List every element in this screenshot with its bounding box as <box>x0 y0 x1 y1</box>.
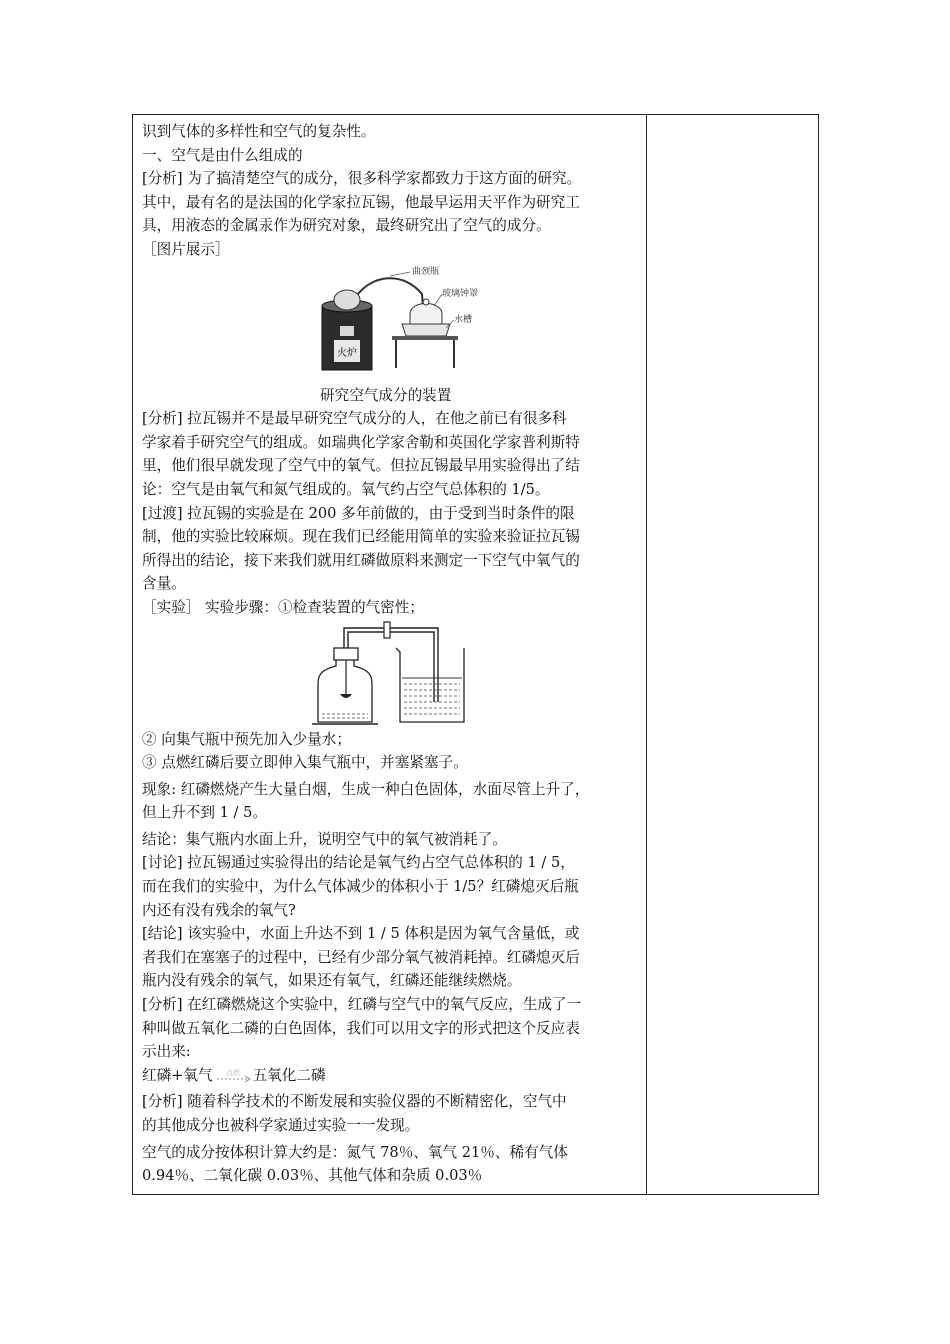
text-line: ［实验］ 实验步骤：①检查装置的气密性； <box>142 598 424 616</box>
text-line: 含量。 <box>142 575 186 593</box>
trough-label: 水槽 <box>454 314 473 325</box>
bell-jar-label: 玻璃钟罩 <box>442 288 479 299</box>
text-line: 0.94％、二氧化碳 0.03％、其他气体和杂质 0.03％ <box>142 1167 483 1185</box>
phosphorus-apparatus-drawing <box>312 622 502 726</box>
text-line: 制，他的实验比较麻烦。现在我们已经能用简单的实验来验证拉瓦锡 <box>142 528 580 546</box>
text-line: 学家着手研究空气的组成。如瑞典化学家舍勒和英国化学家普利斯特 <box>142 433 580 451</box>
text-line: 所得出的结论，接下来我们就用红磷做原料来测定一下空气中氧气的 <box>142 551 580 569</box>
text-line: 的其他成分也被科学家通过实验一一发现。 <box>142 1117 420 1134</box>
reaction-equation <box>142 1064 326 1088</box>
lavoisier-apparatus-figure <box>142 264 642 384</box>
text-line: [分析] 为了搞清楚空气的成分，很多科学家都致力于这方面的研究。 <box>142 170 582 188</box>
equation-reactants: 红磷+氧气 <box>142 1066 213 1084</box>
text-line: 但上升不到 1 / 5。 <box>142 804 267 822</box>
text-line: 识到气体的多样性和空气的复杂性。 <box>142 123 376 140</box>
text-line: ［图片展示］ <box>142 240 230 258</box>
arrow-icon <box>215 1069 251 1083</box>
text-line: [讨论] 拉瓦锡通过实验得出的结论是氧气约占空气总体积的 1 / 5， <box>142 854 575 872</box>
text-line: 具，用液态的金属汞作为研究对象，最终研究出了空气的成分。 <box>142 217 551 235</box>
flask-label: 曲颈瓶 <box>412 266 440 277</box>
text-line: 论：空气是由氧气和氮气组成的。氧气约占空气总体积的 1/5。 <box>142 480 550 498</box>
reaction-condition: 点燃 <box>225 1068 240 1077</box>
text-line: 而在我们的实验中，为什么气体减少的体积小于 1/5？红磷熄灭后瓶 <box>142 878 579 896</box>
text-line: [分析] 拉瓦锡并不是最早研究空气成分的人，在他之前已有很多科 <box>142 410 567 428</box>
text-line: 瓶内没有残余的氧气，如果还有氧气，红磷还能继续燃烧。 <box>142 972 522 990</box>
text-line: [分析] 在红磷燃烧这个实验中，红磷与空气中的氧气反应，生成了一 <box>142 996 582 1014</box>
text-line: 其中，最有名的是法国的化学家拉瓦锡，他最早运用天平作为研究工 <box>142 193 580 211</box>
furnace-label: 火炉 <box>337 347 357 359</box>
text-line: 里，他们很早就发现了空气中的氧气。但拉瓦锡最早用实验得出了结 <box>142 457 580 475</box>
text-line: [分析] 随着科学技术的不断发展和实验仪器的不断精密化，空气中 <box>142 1093 567 1111</box>
text-line: 空气的成分按体积计算大约是：氮气 78％、氧气 21％、稀有气体 <box>142 1143 568 1161</box>
text-line: [过渡] 拉瓦锡的实验是在 200 多年前做的，由于受到当时条件的限 <box>142 504 575 522</box>
text-line: 种叫做五氧化二磷的白色固体，我们可以用文字的形式把这个反应表 <box>142 1019 580 1037</box>
figure-caption: 研究空气成分的装置 <box>320 386 452 404</box>
reaction-arrow <box>215 1069 251 1083</box>
text-line: 者我们在塞塞子的过程中，已经有少部分氧气被消耗掉。红磷熄灭后 <box>142 948 580 966</box>
text-line: 现象: 红磷燃烧产生大量白烟，生成一种白色固体，水面尽管上升了， <box>142 780 590 798</box>
lavoisier-apparatus-drawing <box>314 264 479 384</box>
section-heading: 一、空气是由什么组成的 <box>142 146 303 164</box>
text-line: 示出来: <box>142 1043 191 1061</box>
text-line: 结论：集气瓶内水面上升，说明空气中的氧气被消耗了。 <box>142 830 507 848</box>
table-column-divider <box>646 114 647 1195</box>
lesson-content <box>142 120 642 1188</box>
equation-product: 五氧化二磷 <box>252 1066 326 1084</box>
text-line: ② 向集气瓶中预先加入少量水； <box>142 730 351 748</box>
phosphorus-experiment-figure <box>142 620 642 728</box>
text-line: [结论] 该实验中，水面上升达不到 1 / 5 体积是因为氧气含量低，或 <box>142 925 580 943</box>
text-line: ③ 点燃红磷后要立即伸入集气瓶中，并塞紧塞子。 <box>142 754 468 772</box>
text-line: 内还有没有残余的氧气? <box>142 901 296 919</box>
